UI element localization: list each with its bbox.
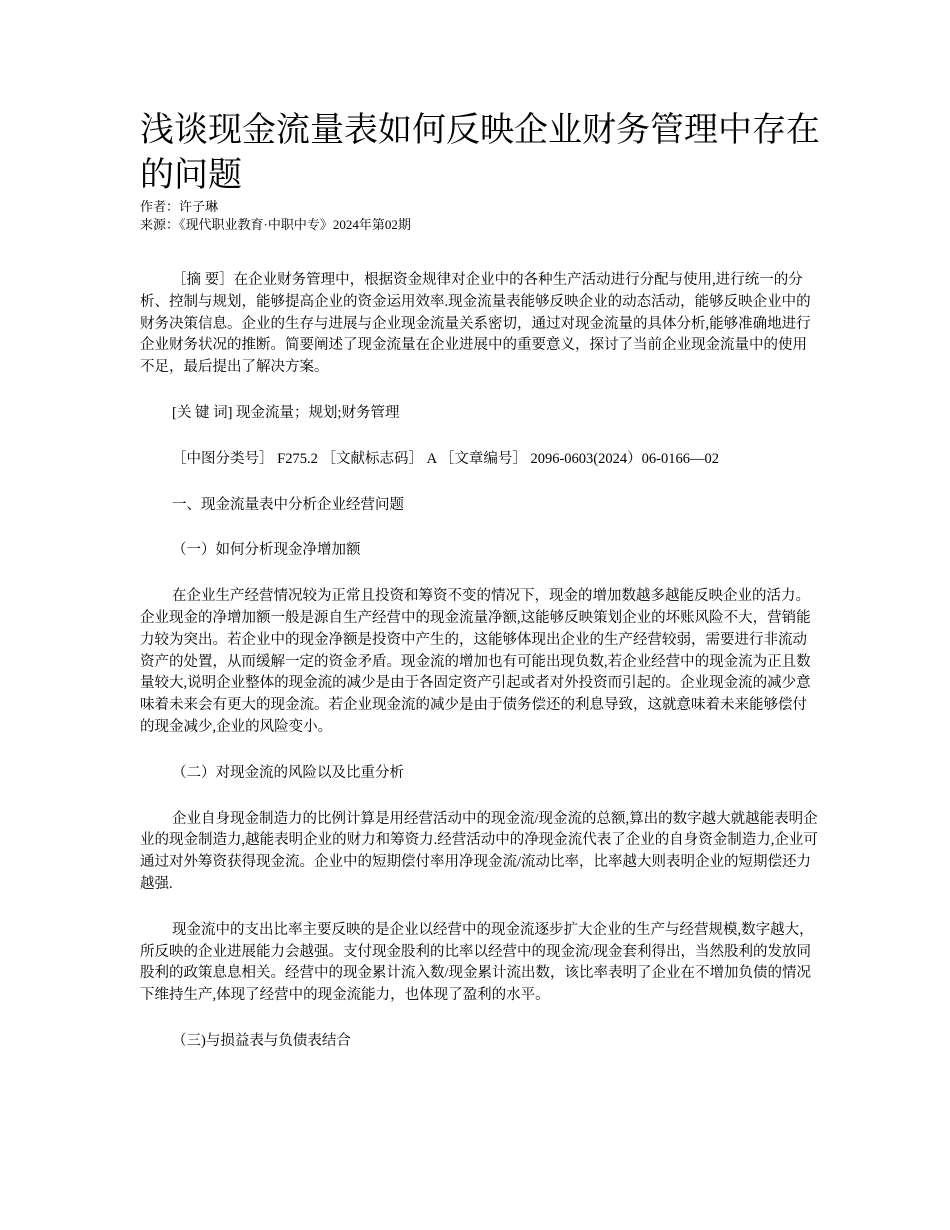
body-paragraph-1: 在企业生产经营情况较为正常且投资和筹资不变的情况下，现金的增加数越多越能反映企业的活力。企业现金的净增加额一般是源自生产经营中的现金流量净额,这能够反映策划企业的坏账风险不大，营销能力较为突出。若企业中的现金净额是投资中产生的，这能够体现出企业的生产经营较弱，需要进行非流动资产的处置，从而缓解一定的资金矛盾。现金流的增加也有可能出现负数,若企业经营中的现金流为正且数量较大,说明企业整体的现金流的减少是由于各固定资产引起或者对外投资而引起的。企业现金流的减少意味着未来会有更大的现金流。若企业现金流的减少是由于债务偿还的利息导致，这就意味着未来能够偿付的现金减少,企业的风险变小。 (140, 588, 811, 735)
subsection-heading-1: （一）如何分析现金净增加额 (172, 542, 361, 559)
article-title: 浅谈现金流量表如何反映企业财务管理中存在的问题 (140, 112, 820, 194)
classification-line: ［中图分类号］ F275.2 ［文献标志码］ A ［文章编号］ 2096-0603(2024）06-0166—02 (172, 450, 719, 467)
section-heading-1: 一、现金流量表中分析企业经营问题 (172, 496, 404, 513)
keywords-line: [关 键 词] 现金流量；规划;财务管理 (172, 404, 400, 421)
body-paragraph-2: 企业自身现金制造力的比例计算是用经营活动中的现金流/现金流的总额,算出的数字越大就越能表明企业的现金制造力,越能表明企业的财力和筹资力.经营活动中的净现金流代表了企业的自身资金制造力,企业可通过对外筹资获得现金流。企业中的短期偿付率用净现金流/流动比率，比率越大则表明企业的短期偿还力越强. (140, 810, 818, 892)
source-line: 来源：《现代职业教育·中职中专》2024年第02期 (140, 217, 411, 232)
body-paragraph-3: 现金流中的支出比率主要反映的是企业以经营中的现金流逐步扩大企业的生产与经营规模,数字越大，所反映的企业进展能力会越强。支付现金股利的比率以经营中的现金流/现金套利得出，当然股利的发放同股利的政策息息相关。经营中的现金累计流入数/现金累计流出数，该比率表明了企业在不增加负债的情况下维持生产,体现了经营中的现金流能力，也体现了盈利的水平。 (140, 921, 814, 1004)
abstract-paragraph: ［摘 要］在企业财务管理中，根据资金规律对企业中的各种生产活动进行分配与使用,进行统一的分析、控制与规划，能够提高企业的资金运用效率.现金流量表能够反映企业的动态活动，能够反映企业中的财务决策信息。企业的生存与进展与企业现金流量关系密切，通过对现金流量的具体分析,能够准确地进行企业财务状况的推断。简要阐述了现金流量在企业进展中的重要意义，探讨了当前企业现金流量中的使用不足，最后提出了解决方案。 (140, 272, 811, 376)
author-line: 作者：许子琳 (140, 199, 219, 214)
subsection-heading-3: （三)与损益表与负债表结合 (172, 1032, 351, 1049)
subsection-heading-2: （二）对现金流的风险以及比重分析 (172, 764, 404, 781)
document-page (140, 108, 820, 1053)
